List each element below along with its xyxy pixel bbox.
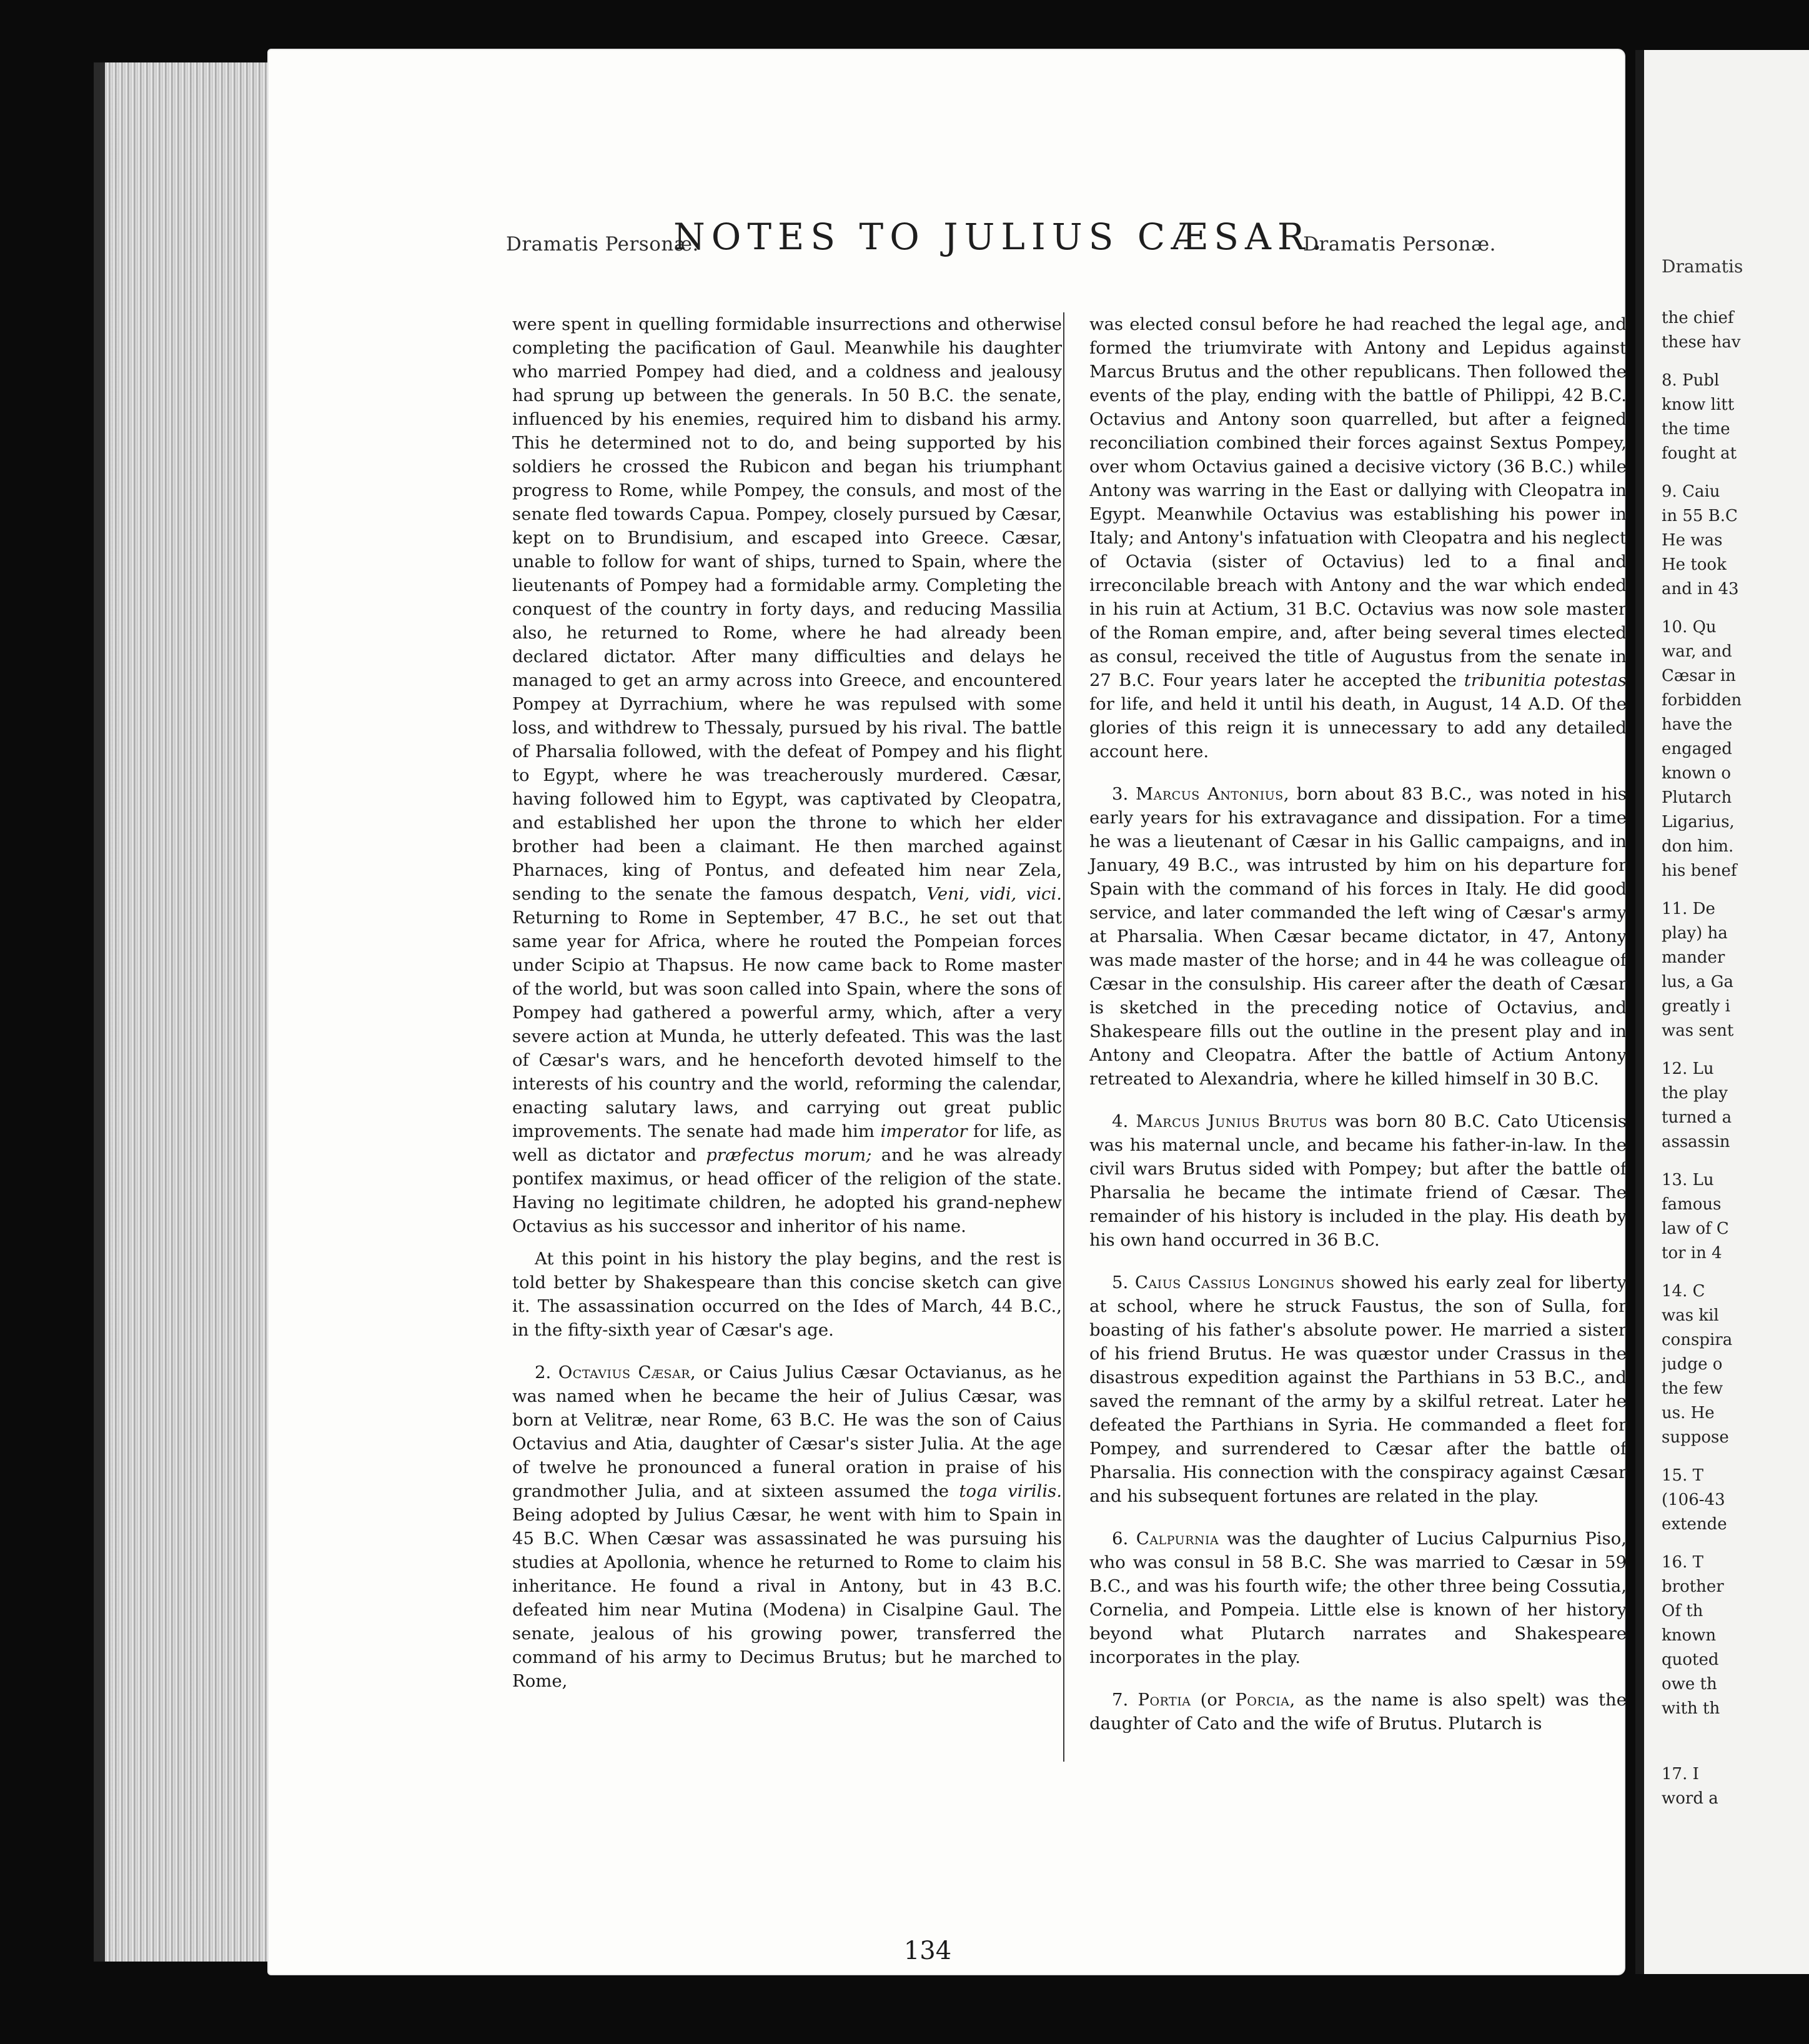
- facing-text-line: the few: [1662, 1379, 1723, 1398]
- facing-text-line: was kil: [1662, 1306, 1719, 1325]
- right-text-column: [1063, 312, 1627, 1762]
- facing-text-line: suppose: [1662, 1428, 1729, 1447]
- facing-text-line: 8. Publ: [1662, 371, 1720, 390]
- facing-text-line: 9. Caiu: [1662, 482, 1720, 501]
- facing-text-line: 11. De: [1662, 900, 1715, 918]
- facing-text-line: law of C: [1662, 1219, 1729, 1238]
- facing-text-line: [1662, 466, 1809, 480]
- facing-text-line: Ligarius,: [1662, 813, 1735, 831]
- facing-text-line: mander: [1662, 948, 1725, 967]
- facing-text-line: turned a: [1662, 1108, 1732, 1127]
- facing-text-line: Of th: [1662, 1602, 1703, 1620]
- paragraph-calpurnia: 6. Calpurnia was the daughter of Lucius Calpurnius Piso, who was consul in 58 B.C. She was married to Cæsar in 59 B.C., and was his fourth wife; the other three being Cossutia, Cornelia, and Pompeia. Little else is known of her history beyond what Plutarch narrates and Shakespeare incorporates in the play.: [1089, 1529, 1627, 1667]
- facing-text-line: [1662, 1266, 1809, 1279]
- facing-text-line: the chief: [1662, 309, 1734, 327]
- facing-text-line: brother: [1662, 1577, 1724, 1596]
- facing-text-line: assassin: [1662, 1133, 1730, 1151]
- facing-text-line: tor in 4: [1662, 1244, 1722, 1263]
- facing-text-line: [1662, 1721, 1809, 1735]
- facing-text-line: greatly i: [1662, 997, 1730, 1016]
- facing-text-line: in 55 B.C: [1662, 507, 1738, 525]
- facing-text-line: have the: [1662, 715, 1733, 734]
- facing-text-line: these hav: [1662, 333, 1741, 352]
- facing-text-line: with th: [1662, 1699, 1720, 1718]
- paragraph-portia: 7. Portia (or Porcia, as the name is also spelt) was the daughter of Cato and the wife of Brutus. Plutarch is: [1089, 1690, 1627, 1734]
- facing-text-line: don him.: [1662, 837, 1734, 856]
- facing-text-line: (106-43: [1662, 1491, 1725, 1509]
- facing-text-line: famous: [1662, 1195, 1722, 1214]
- facing-text-line: [1662, 1154, 1809, 1168]
- facing-text-line: word a: [1662, 1789, 1718, 1808]
- facing-text-line: the play: [1662, 1084, 1728, 1103]
- paragraph-cassius: 5. Caius Cassius Longinus showed his early zeal for liberty at school, where he struck Faustus, the son of Sulla, for boasting of his father's absolute power. He married a sister of his friend Brutus. He was quæstor under Crassus in the disastrous expedition against the Parthians in 53 B.C., and saved the remnant of the army by a skilful retreat. Later he defeated the Parthians in Syria. He commanded a fleet for Pompey, and surrendered to Cæsar after the battle of Pharsalia. His connection with the conspiracy against Cæsar and his subsequent fortunes are related in the play.: [1089, 1273, 1627, 1506]
- facing-text-line: fought at: [1662, 444, 1737, 463]
- paragraph-brutus: 4. Marcus Junius Brutus was born 80 B.C. Cato Uticensis was his maternal uncle, and became his father-in-law. In the civil wars Brutus sided with Pompey; but after the battle of Pharsalia he became the intimate friend of Cæsar. The remainder of his history is included in the play. His death by his own hand occurred in 36 B.C.: [1089, 1111, 1627, 1250]
- facing-text-line: owe th: [1662, 1675, 1717, 1694]
- left-text-column: [512, 312, 1062, 1974]
- running-head: [506, 216, 1496, 265]
- facing-text-line: He was: [1662, 531, 1723, 550]
- facing-text-line: and in 43: [1662, 580, 1739, 598]
- facing-text-line: 12. Lu: [1662, 1059, 1714, 1078]
- paragraph-octavius: 2. Octavius Cæsar, or Caius Julius Cæsar Octavianus, as he was named when he became the heir of Julius Cæsar, was born at Velitræ, near Rome, 63 B.C. He was the son of Caius Octavius and Atia, daughter of Cæsar's sister Julia. At the age of twelve he pronounced a funeral oration in praise of his grandmother Julia, and at sixteen assumed the toga virilis. Being adopted by Julius Cæsar, he went with him to Spain in 45 B.C. When Cæsar was assassinated he was pursuing his studies at Apollonia, whence he returned to Rome to claim his inheritance. He found a rival in Antony, but in 43 B.C. defeated him near Mutina (Modena) in Cisalpine Gaul. The senate, jealous of his growing power, transferred the command of his army to Decimus Brutus; but he marched to Rome,: [512, 1362, 1062, 1691]
- paragraph-antonius: 3. Marcus Antonius, born about 83 B.C., was noted in his early years for his extravagance and dissipation. For a time he was a lieutenant of Cæsar in his Gallic campaigns, and in January, 49 B.C., was intrusted by him on his departure for Spain with the command of his forces in Italy. He did good service, and later commanded the left wing of Cæsar's army at Pharsalia. When Cæsar became dictator, in 47, Antony was made master of the horse; and in 44 he was colleague of Cæsar in the consulship. His career after the death of Cæsar is sketched in the preceding notice of Octavius, and Shakespeare fills out the outline in the present play and in Antony and Cleopatra. After the battle of Actium Antony retreated to Alexandria, where he killed himself in 30 B.C.: [1089, 784, 1627, 1089]
- facing-text-line: [1662, 355, 1809, 369]
- facing-text-line: [1662, 1450, 1809, 1464]
- facing-text-line: us. He: [1662, 1404, 1715, 1422]
- page-number: 134: [903, 1937, 952, 1965]
- facing-text-line: engaged: [1662, 740, 1732, 758]
- facing-text-line: conspira: [1662, 1331, 1733, 1349]
- facing-running-head: Dramatis: [1662, 256, 1743, 277]
- facing-text-line: [1662, 1749, 1809, 1762]
- running-head-left: Dramatis Personæ.: [506, 233, 699, 255]
- facing-text-line: 13. Lu: [1662, 1171, 1714, 1189]
- facing-text-line: 17. I: [1662, 1765, 1699, 1784]
- facing-text-line: his benef: [1662, 861, 1737, 880]
- facing-text-line: [1662, 1735, 1809, 1749]
- facing-text-line: 16. T: [1662, 1553, 1703, 1572]
- facing-text-line: judge o: [1662, 1355, 1723, 1374]
- facing-text-line: [1662, 1043, 1809, 1057]
- paragraph-octavius-continued: was elected consul before he had reached the legal age, and formed the triumvirate with Antony and Lepidus against Marcus Brutus and the other republicans. Then followed the events of the play, ending with the battle of Philippi, 42 B.C. Octavius and Antony soon quarrelled, but after a feigned reconciliation combined their forces against Sextus Pompey, over whom Octavius gained a decisive victory (36 B.C.) while Antony was warring in the East or dallying with Cleopatra in Egypt. Meanwhile Octavius was establishing his power in Italy; and Antony's infatuation with Cleopatra and his neglect of Octavia (sister of Octavius) led to a final and irreconcilable breach with Antony and the war which ended in his ruin at Actium, 31 B.C. Octavius was now sole master of the Roman empire, and, after being several times elected as consul, received the title of Augustus from the senate in 27 B.C. Four years later he accepted the tribunitia potestas for life, and held it until his death, in August, 14 A.D. Of the glories of this reign it is unnecessary to add any detailed account here.: [1089, 314, 1627, 762]
- facing-text-line: He took: [1662, 555, 1727, 574]
- facing-text-line: [1662, 1537, 1809, 1550]
- facing-text-line: 10. Qu: [1662, 618, 1717, 637]
- paragraph-caesar-continued: were spent in quelling formidable insurrections and otherwise completing the pacification of Gaul. Meanwhile his daughter who married Pompey had died, and a coldness and jealousy had sprung up between the generals. In 50 B.C. the senate, influenced by his enemies, required him to disband his army. This he determined not to do, and being supported by his soldiers he crossed the Rubicon and began his triumphant progress to Rome, while Pompey, the consuls, and most of the senate fled towards Capua. Pompey, closely pursued by Cæsar, kept on to Brundisium, and escaped into Greece. Cæsar, unable to follow for want of ships, turned to Spain, where the lieutenants of Pompey had a formidable army. Completing the conquest of the country in forty days, and reducing Massilia also, he returned to Rome, where he had already been declared dictator. After many difficulties and delays he managed to get an army across into Greece, and encountered Pompey at Dyrrachium, where he was repulsed with some loss, and withdrew to Thessaly, pursued by his rival. The battle of Pharsalia followed, with the defeat of Pompey and his flight to Egypt, where he was treacherously murdered. Cæsar, having followed him to Egypt, was captivated by Cleopatra, and established her upon the throne to which her elder brother had been a claimant. He then marched against Pharnaces, king of Pontus, and defeated him near Zela, sending to the senate the famous despatch, Veni, vidi, vici. Returning to Rome in September, 47 B.C., he set out that same year for Africa, where he routed the Pompeian forces under Scipio at Thapsus. He now came back to Rome master of the world, but was soon called into Spain, where the sons of Pompey had gathered a powerful army, which, after a very severe action at Munda, he utterly defeated. This was the last of Cæsar's wars, and he henceforth devoted himself to the interests of his country and the world, reforming the calendar, enacting salutary laws, and carrying out great public improvements. The senate had made him imperator for life, as well as dictator and præfectus morum; and he was already pontifex maximus, or head officer of the religion of the state. Having no legitimate children, he adopted his grand-nephew Octavius as his successor and inheritor of his name.: [512, 314, 1062, 1236]
- facing-text-line: extende: [1662, 1515, 1727, 1534]
- facing-text-line: was sent: [1662, 1021, 1734, 1040]
- paragraph-play-begins: At this point in his history the play begins, and the rest is told better by Shakespeare than this concise sketch can give it. The assassination occurred on the Ides of March, 44 B.C., in the fifty-sixth year of Cæsar's age.: [512, 1249, 1062, 1340]
- facing-text-line: [1662, 883, 1809, 897]
- facing-text-line: known o: [1662, 764, 1732, 783]
- running-head-right: Dramatis Personæ.: [1303, 233, 1496, 255]
- facing-text-line: war, and: [1662, 642, 1732, 661]
- facing-page-text: [1662, 306, 1809, 1811]
- facing-page: [1635, 50, 1809, 1974]
- facing-text-line: quoted: [1662, 1650, 1719, 1669]
- facing-text-line: Cæsar in: [1662, 667, 1736, 685]
- facing-text-line: lus, a Ga: [1662, 973, 1733, 991]
- facing-text-line: 15. T: [1662, 1466, 1703, 1485]
- facing-text-line: [1662, 602, 1809, 615]
- facing-text-line: the time: [1662, 420, 1730, 439]
- running-head-title: NOTES TO JULIUS CÆSAR.: [673, 216, 1329, 258]
- facing-text-line: 14. C: [1662, 1282, 1705, 1301]
- facing-text-line: known: [1662, 1626, 1717, 1645]
- book-page: [269, 50, 1627, 1974]
- facing-text-line: know litt: [1662, 395, 1735, 414]
- facing-text-line: Plutarch: [1662, 788, 1732, 807]
- spine-shadow: [94, 62, 105, 1962]
- facing-text-line: forbidden: [1662, 691, 1742, 710]
- facing-text-line: play) ha: [1662, 924, 1728, 943]
